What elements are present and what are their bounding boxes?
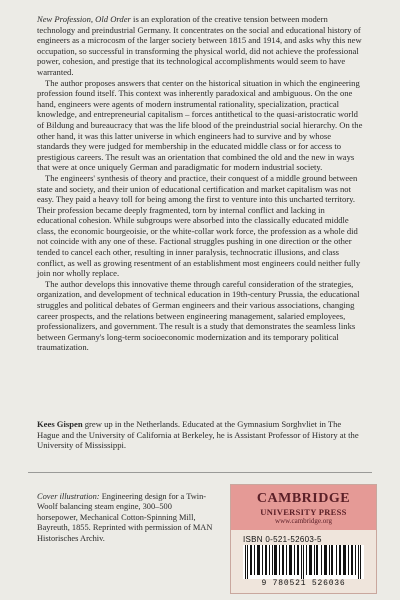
isbn-label: ISBN 0-521-52603-5 xyxy=(243,535,322,544)
description-paragraph-2: The author proposes answers that center on the historical situation in which the engineering profession found itself. This context was inherently paradoxical and ambiguous. On the one hand, engineers were agents of modern instrumental rationality, specialization, practical knowledge, and entrepreneurial capitalism – forces antithetical to the quasi-aristocratic world of Bildung and bureaucracy that was the life blood of the preindustrial social hierarchy. On the other hand, it was this latter universe in which engineers had to survive and by whose standards they were judged for membership in the educated middle class or for access to prestigious careers. The result was an orientation that combined the old and the new in ways that were at once uniquely German and paradigmatic for modern industrial society. xyxy=(37,77,363,173)
description-text xyxy=(37,14,363,353)
barcode-icon xyxy=(243,545,364,579)
barcode xyxy=(243,545,364,579)
divider xyxy=(28,472,372,473)
book-title-italic: New Profession, Old Order xyxy=(37,14,131,24)
publisher-barcode-box xyxy=(230,484,377,594)
publisher-name: CAMBRIDGE xyxy=(256,491,351,506)
description-paragraph-3: The engineers' synthesis of theory and practice, their conquest of a middle ground between state and society, and their union of educational certification and market capitalism was not easy. They paid a heavy toll for being among the first to venture into this uncharted territory. Their profession became deeply fragmented, torn by internal conflict and lacking in educational cohesion. While subgroups were absorbed into the classically educated middle class, the economic bourgeoisie, or the white-collar work force, the profession as a whole did not coincide with any one of these. Factional struggles pushing in one direction or the other tended to cancel each other, resulting in inner paralysis, technocratic illusions, and class conflict, as well as growing resentment of an establishment most engineers could neither fully join nor wholly replace. xyxy=(37,172,361,279)
author-bio xyxy=(37,419,363,451)
barcode-number: 9 780521 526036 xyxy=(261,579,346,588)
description-paragraph-4: The author develops this innovative theme through careful consideration of the strategies, organization, and development of technical education in 19th-century Prussia, the educational struggles and political debates of German engineers and their various associations, changing career prospects, and the relations between engineering management, salaried employees, professionalizers, and government. The result is a study that demonstrates the seamless links between Germany's long-term socioeconomic modernization and its temporary political traumatization. xyxy=(37,278,360,353)
publisher-subtitle: UNIVERSITY PRESS xyxy=(260,507,347,517)
description-paragraph-1: New Profession, Old Order is an exploration of the creative tension between modern technology and preindustrial Germany. It concentrates on the social and educational history of engineers as a microcosm of the larger society between 1815 and 1914, and asks why this new occupation, so successful in transforming the physical world, did not achieve the professional power, cohesion, and prestige that its technological accomplishments would seem to have warranted. xyxy=(37,14,362,77)
author-bio-text: grew up in the Netherlands. Educated at the Gymnasium Sorghvliet in The Hague and the University of California at Berkeley, he is Assistant Professor of History at the University of Mississippi. xyxy=(37,419,359,451)
cover-illustration-label: Cover illustration: xyxy=(37,492,100,501)
publisher-logo xyxy=(231,485,376,530)
cover-illustration-text: Engineering design for a Twin-Woolf balancing steam engine, 300–500 horsepower, Mechanical Cotton-Spinning Mill, Bayreuth, 1855. Reprinted with permission of MAN Historisches Archiv. xyxy=(37,492,213,543)
cover-illustration-credit xyxy=(37,492,213,544)
author-name: Kees Gispen xyxy=(37,419,83,429)
publisher-url: www.cambridge.org xyxy=(275,517,332,525)
